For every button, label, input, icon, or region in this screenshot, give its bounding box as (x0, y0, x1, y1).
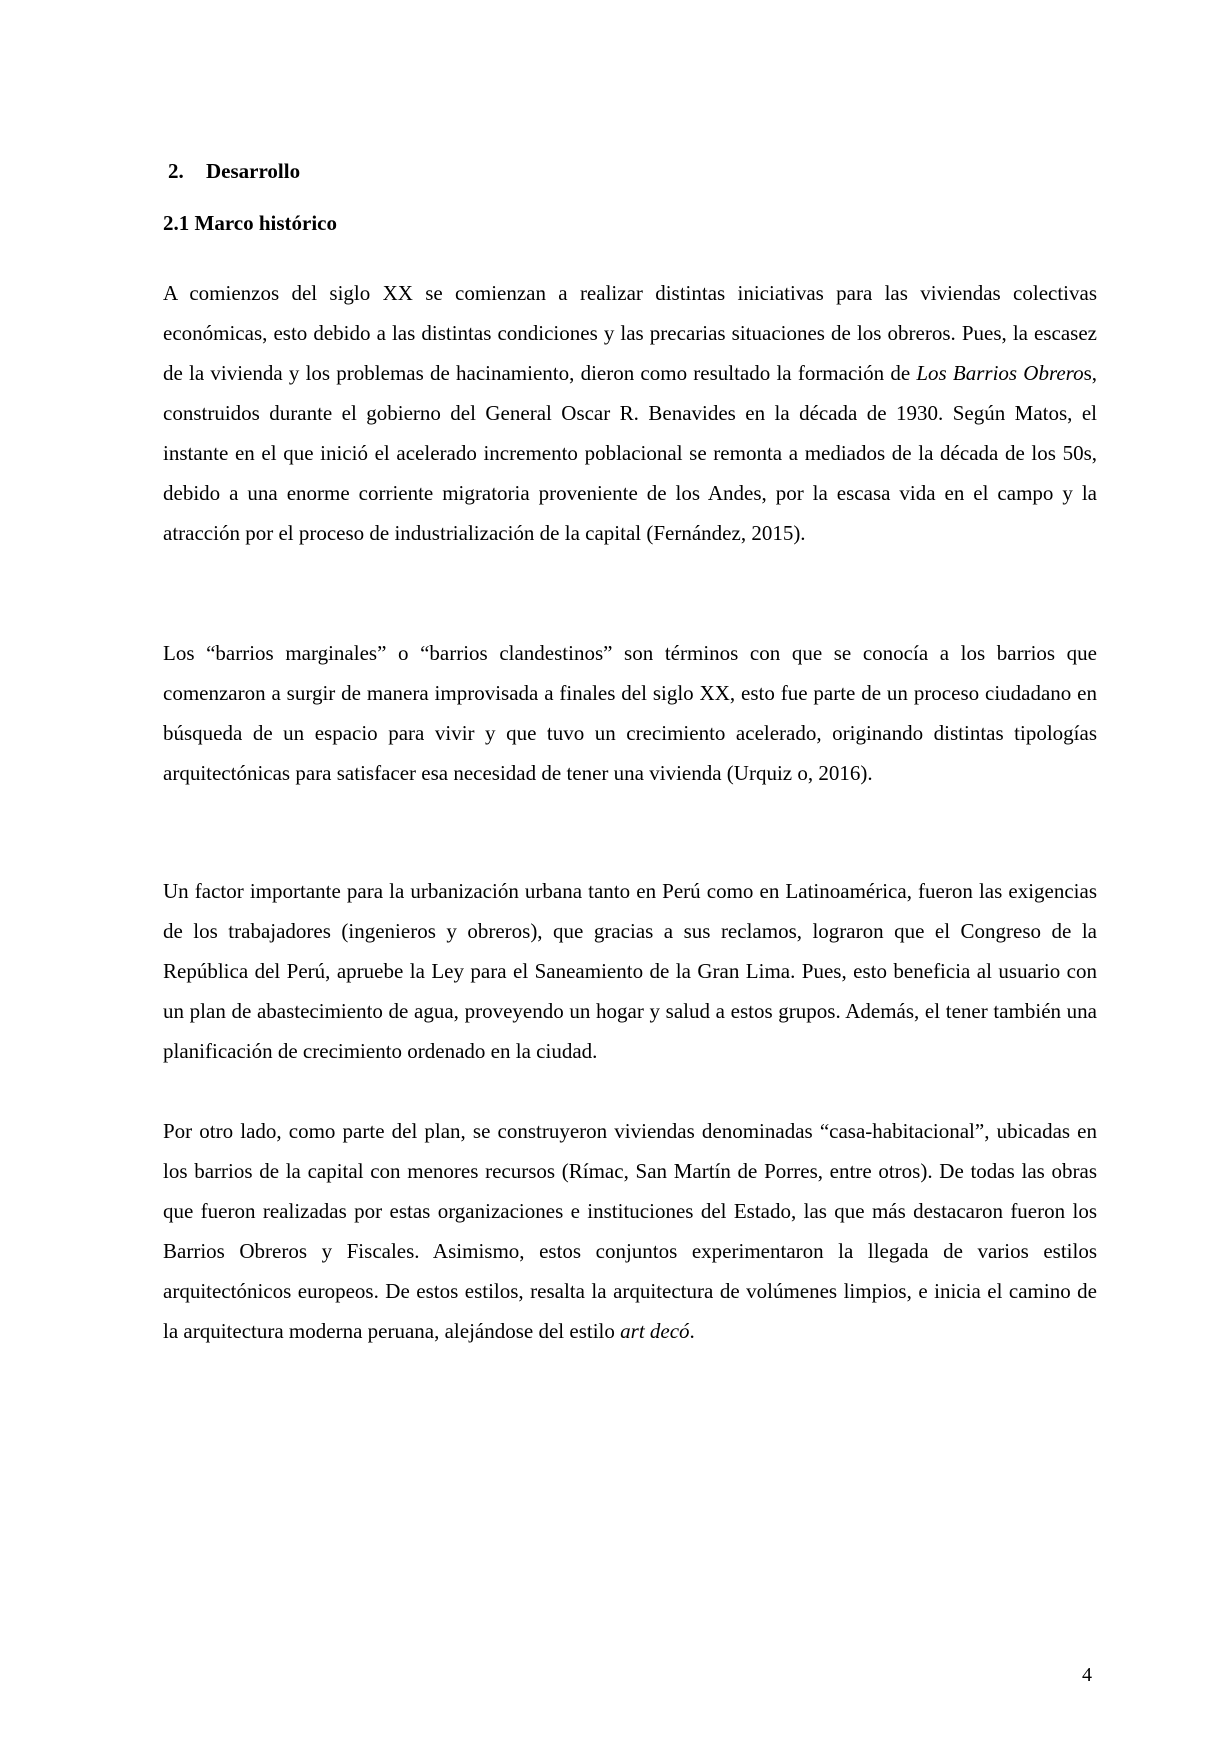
paragraph-1 (163, 273, 1097, 553)
paragraph-2 (163, 633, 1097, 793)
paragraph-1-text-b: s, construidos durante el gobierno del General Oscar R. Benavides en la década de 1930. Según Matos, el instante en el que inició el acelerado incremento poblacional se remonta a mediados de la década de los 50s, debido a una enorme corriente migratoria proveniente de los Andes, por la escasa vida en el campo y la atracción por el proceso de industrialización de la capital (Fernández, 2015). (163, 361, 1098, 545)
section-number: 2. (168, 159, 184, 183)
paragraph-2-text: Los “barrios marginales” o “barrios clandestinos” son términos con que se conocía a los barrios que comenzaron a surgir de manera improvisada a finales del siglo XX, esto fue parte de un proceso ciudadano en búsqueda de un espacio para vivir y que tuvo un crecimiento acelerado, originando distintas tipologías arquitectónicas para satisfacer esa necesidad de tener una vivienda (Urquiz o, 2016). (163, 641, 1097, 785)
paragraph-3 (163, 871, 1097, 1071)
paragraph-1-italic: Los Barrios Obrero (916, 361, 1084, 385)
paragraph-1-text-a: A comienzos del siglo XX se comienzan a realizar distintas iniciativas para las viviendas colectivas económicas, esto debido a las distintas condiciones y las precarias situaciones de los obreros. Pues, la escasez de la vivienda y los problemas de hacinamiento, dieron como resultado la formación de (163, 281, 1097, 385)
paragraph-4-text-a: Por otro lado, como parte del plan, se construyeron viviendas denominadas “casa-habitacional”, ubicadas en los barrios de la capital con menores recursos (Rímac, San Martín de Porres, entre otros). De todas las obras que fueron realizadas por estas organizaciones e instituciones del Estado, las que más destacaron fueron los Barrios Obreros y Fiscales. Asimismo, estos conjuntos experimentaron la llegada de varios estilos arquitectónicos europeos. De estos estilos, resalta la arquitectura de volúmenes limpios, e inicia el camino de la arquitectura moderna peruana, alejándose del estilo (163, 1119, 1097, 1343)
section-heading (168, 159, 300, 184)
section-title: Desarrollo (206, 159, 301, 183)
paragraph-4-italic: art decó (620, 1319, 690, 1343)
paragraph-4 (163, 1111, 1097, 1351)
subsection-heading: 2.1 Marco histórico (163, 211, 337, 235)
paragraph-4-text-b: . (689, 1319, 695, 1343)
page-number: 4 (1082, 1664, 1092, 1686)
paragraph-3-text: Un factor importante para la urbanización urbana tanto en Perú como en Latinoamérica, fueron las exigencias de los trabajadores (ingenieros y obreros), que gracias a sus reclamos, lograron que el Congreso de la República del Perú, apruebe la Ley para el Saneamiento de la Gran Lima. Pues, esto beneficia al usuario con un plan de abastecimiento de agua, proveyendo un hogar y salud a estos grupos. Además, el tener también una planificación de crecimiento ordenado en la ciudad. (163, 879, 1097, 1063)
